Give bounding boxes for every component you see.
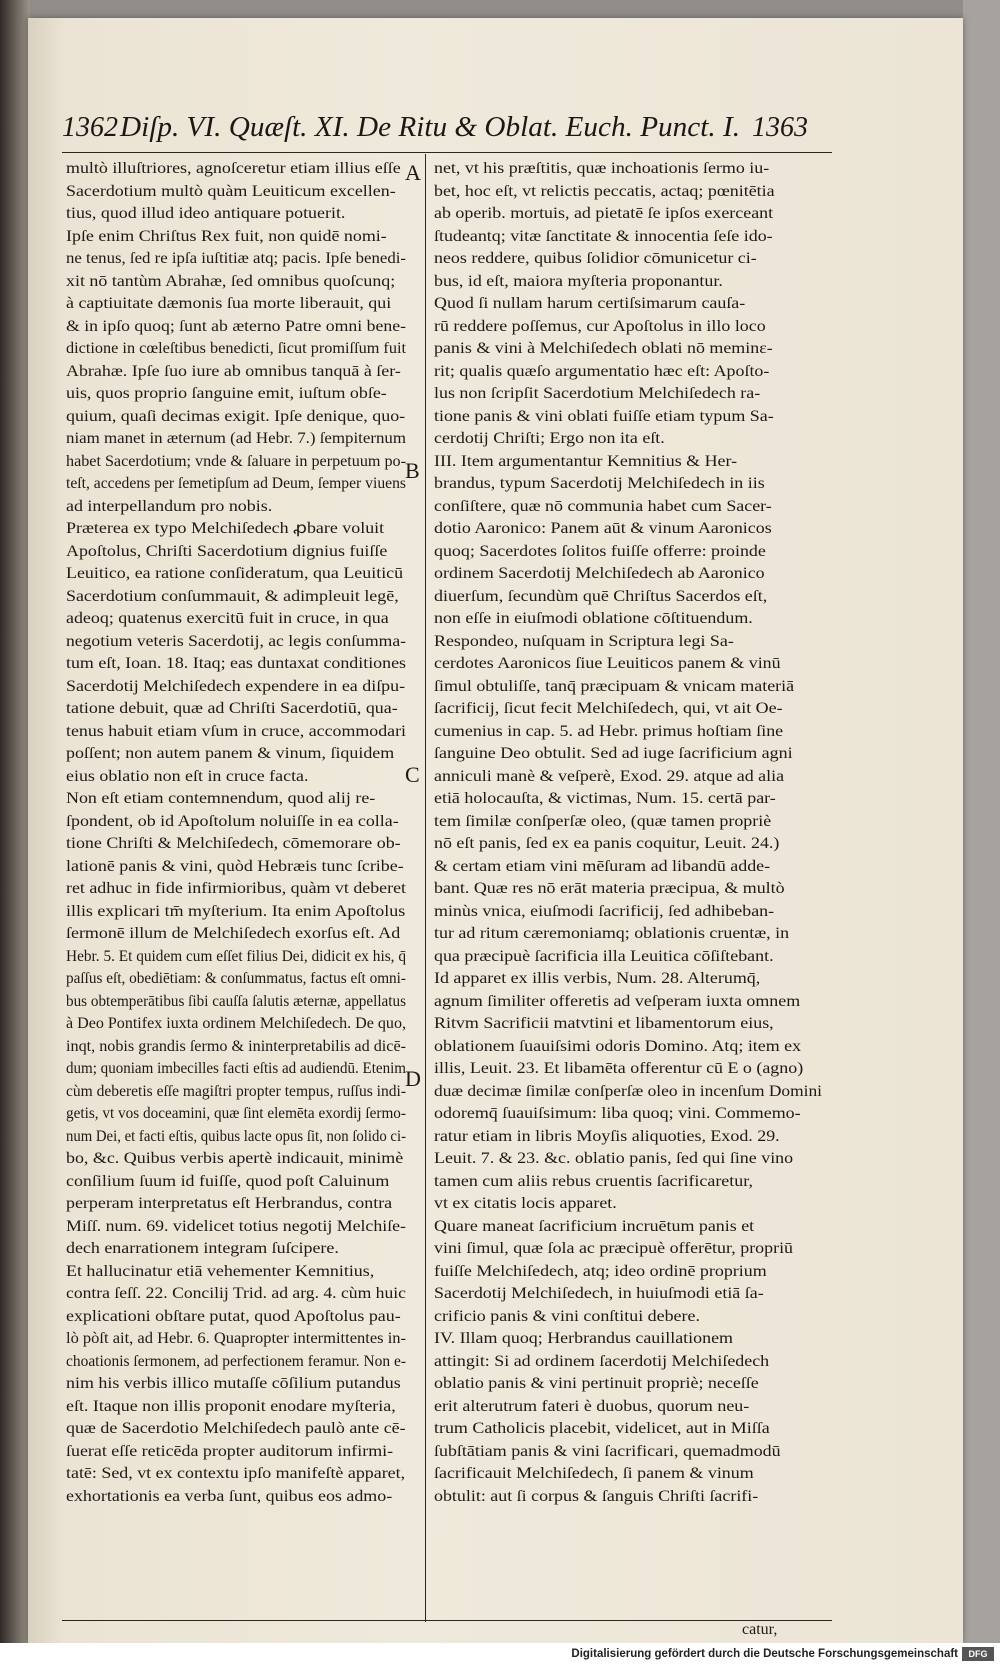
text-line: Leuit. 7. & 23. &c. oblatio panis, ſed qui ſine vino [434, 1150, 794, 1167]
text-line: Et hallucinatur etiā vehementer Kemnitius, [66, 1262, 375, 1280]
text-line: Præterea ex typo Melchiſedech ꝓbare voluit [66, 520, 385, 537]
text-line: negotium veteris Sacerdotij, ac legis conſumma- [66, 632, 406, 650]
text-line: lationē panis & vini, quòd Hebræis tunc ſcribe- [66, 857, 404, 875]
margin-letter-c: C [405, 762, 420, 787]
text-line: uis, quos proprio ſanguine emit, iuſtum obſe- [66, 385, 387, 402]
background-strip [963, 0, 1000, 1667]
text-line: tem ſimilæ conſperſæ oleo, (quæ tamen propriè [434, 812, 772, 830]
text-line: tione panis & vini oblati fuiſſe etiam typum Sa- [434, 407, 774, 425]
margin-letter-d: D [405, 1066, 421, 1091]
text-line: Miſſ. num. 69. videlicet totius negotij Melchiſe- [66, 1217, 406, 1235]
text-line: eſt. Itaque non illis proponit enodare myſteria, [66, 1397, 396, 1415]
text-line: lus non ſcripſit Sacerdotium Melchiſedech ra- [434, 385, 761, 402]
text-line: ſanguine Deo obtulit. Sed ad iuge ſacrificium agni [434, 745, 793, 762]
text-line: multò illuſtriores, agnoſceretur etiam illius eſſe [66, 160, 401, 177]
text-line: dech enarrationem integram ſuſcipere. [66, 1240, 339, 1257]
text-line: qua præcipuè ſacrificia illa Leuitica cōſiſtebant. [434, 947, 774, 965]
text-line: quium, quaſi decimas exigit. Ipſe denique, quo- [66, 407, 406, 425]
text-line: Leuitico, ea ratione conſideratum, qua Leuiticū [66, 565, 404, 582]
text-line: à captiuitate dæmonis ſua morte liberauit, qui [66, 295, 392, 312]
text-line: ſtudeantq; vitæ ſanctitate & innocentia ſeſe ido- [434, 227, 773, 245]
text-line: rit; qualis quæſo argumentatio hæc eſt: Apoſto- [434, 362, 770, 380]
text-line: obtulit: aut ſi corpus & ſanguis Chriſti ſacrifi- [434, 1487, 759, 1505]
text-line: trum Catholicis placebit, videlicet, aut in Miſſa [434, 1420, 770, 1437]
text-line: nim his verbis illico mutaſſe cōſilium putandus [66, 1375, 401, 1392]
text-line: cùm deberetis eſſe magiſtri propter tempus, ruſſus indi- [66, 1082, 406, 1100]
text-line: tatione debuit, quæ ad Chriſti Sacerdotiū, qua- [66, 700, 398, 717]
text-line: illis, Leuit. 23. Et libamēta offerentur cū E o (agno) [434, 1060, 804, 1077]
text-line: tius, quod illud ideo antiquare potuerit. [66, 205, 346, 222]
text-line: ratur etiam in libris Moyſis aliquoties, Exod. 29. [434, 1127, 780, 1145]
text-line: vt ex citatis locis apparet. [434, 1195, 617, 1212]
text-line: adeoq; quatenus exercitū fuit in cruce, in qua [66, 610, 389, 627]
text-line: num Dei, et facti eſtis, quibus lacte opus ſit, non ſolido ci- [66, 1127, 406, 1145]
text-line: Quod ſi nullam harum certiſsimarum cauſa- [434, 295, 746, 312]
text-line: bo, &c. Quibus verbis apertè indicauit, minimè [66, 1150, 404, 1167]
text-line: Sacerdotium conſummauit, & adimpleuit legē, [66, 587, 399, 605]
text-line: neos reddere, quibus ſolidior cōmunicetur ci- [434, 250, 757, 267]
text-line: eius oblatio non eſt in cruce facta. [66, 767, 309, 785]
text-line: illis explicari tm̄ myſterium. Ita enim Apoſtolus [66, 902, 406, 920]
text-line: Sacerdotij Melchiſedech expendere in ea diſpu- [66, 677, 406, 695]
digitization-credit: Digitalisierung gefördert durch die Deutsche Forschungsgemeinschaft [571, 1648, 958, 1660]
text-line: erit alterutrum fateri è duobus, quorum neu- [434, 1397, 750, 1415]
text-line: contra ſeſſ. 22. Concilij Trid. ad arg. 4. cùm huic [66, 1285, 406, 1302]
text-line: bus, id eſt, maiora myſteria proponantur. [434, 272, 723, 290]
text-line: dictione in cœleſtibus benedicti, ſicut promiſſum fuit [66, 340, 406, 357]
text-line: ordinem Sacerdotij Melchiſedech ab Aaronico [434, 565, 765, 582]
text-line: quoq; Sacerdotes ſolitos fuiſſe offerre: proinde [434, 542, 766, 560]
text-line: duæ decimæ ſimilæ conſperſæ oleo in incenſum Domini [434, 1082, 822, 1100]
text-line: oblatio panis & vini pertinuit propriè; neceſſe [434, 1375, 759, 1392]
text-line: non eſſe in eiuſmodi oblatione cōſtituendum. [434, 610, 753, 627]
text-line: tum eſt, Ioan. 18. Itaq; eas duntaxat conditiones [66, 655, 406, 672]
dfg-logo: DFG [962, 1647, 994, 1661]
text-line: ſacrificauit Melchiſedech, ſi panem & vinum [434, 1465, 754, 1482]
text-line: cerdotes Aaronicos ſiue Leuiticos panem & vinū [434, 655, 781, 672]
text-line: teſt, accedens per ſemetipſum ad Deum, ſemper viuens [66, 475, 406, 492]
text-line: conſiſtere, quæ nō communia habet cum Sacer- [434, 497, 772, 515]
text-line: paſſus eſt, obediētiam: & conſummatus, factus eſt omni- [66, 970, 406, 987]
text-line: ſimul obtuliſſe, tanq̄ præcipuam & vnicam materiā [434, 677, 795, 695]
text-line: cumenius in cap. 5. ad Hebr. primus hoſtiam ſine [434, 722, 784, 740]
text-line: ab operib. mortuis, ad pietatē ſe ipſos exerceant [434, 205, 774, 222]
footer-bar [0, 1643, 1000, 1667]
text-line: poſſent; non autem panem & vinum, ſiquidem [66, 745, 395, 762]
text-line: ſacrificij, ſicut fecit Melchiſedech, qui, vt ait Oe- [434, 700, 783, 717]
text-line: Id apparet ex illis verbis, Num. 28. Alterumq̄, [434, 970, 761, 987]
text-line: rū reddere poſſemus, cur Apoſtolus in illo loco [434, 317, 766, 335]
text-line: odoremq̄ ſuauiſsimum: liba quoq; vini. Commemo- [434, 1105, 801, 1122]
text-line: tur ad ritum cæremoniamq; oblationis cruentæ, in [434, 925, 790, 942]
text-line: choationis ſermonem, ad perfectionem feramur. Non e- [66, 1352, 406, 1370]
text-line: inqt, nobis grandis ſermo & ininterpretabilis ad dicē- [66, 1037, 406, 1055]
text-line: dotio Aaronico: Panem aūt & vinum Aaronicos [434, 520, 772, 537]
text-line: oblationem ſuauiſsimi odoris Domino. Atq; item ex [434, 1037, 802, 1055]
header-rule [62, 152, 832, 153]
text-line: Quare maneat ſacrificium incruētum panis et [434, 1217, 755, 1235]
text-line: Apoſtolus, Chriſti Sacerdotium dignius fuiſſe [66, 542, 388, 560]
left-page-number: 1362 [62, 112, 118, 143]
text-line: conſilium ſuum id fuiſſe, quod poſt Caluinum [66, 1172, 390, 1190]
text-line: ad interpellandum pro nobis. [66, 497, 273, 515]
margin-letter-b: B [405, 458, 420, 483]
text-line: ſuerat eſſe reticēda propter auditorum infirmi- [66, 1442, 394, 1460]
column-divider [425, 154, 426, 1622]
text-line: niam manet in æternum (ad Hebr. 7.) ſempiternum [66, 430, 406, 447]
text-line: III. Item argumentantur Kemnitius & Her- [434, 452, 738, 470]
text-line: cerdotij Chriſti; Ergo non ita eſt. [434, 430, 665, 447]
text-line: bet, hoc eſt, vt relictis peccatis, actaq; pœnitētia [434, 182, 775, 200]
text-line: getis, vt vos doceamini, quæ ſint elemēta exordij ſermo- [66, 1105, 406, 1122]
text-line: IV. Illam quoq; Herbrandus cauillationem [434, 1330, 733, 1347]
text-line: tamen cum aliis rebus cruentis ſacrificaretur, [434, 1172, 753, 1190]
text-line: anniculi manè & veſperè, Exod. 29. atque ad alia [434, 767, 785, 785]
text-line: lò pòſt ait, ad Hebr. 6. Quapropter intermittentes in- [66, 1330, 406, 1347]
text-line: tatē: Sed, vt ex contextu ipſo manifeſtè apparet, [66, 1465, 406, 1482]
text-line: Non eſt etiam contemnendum, quod alij re- [66, 790, 376, 807]
text-line: & in ipſo quoq; ſunt ab æterno Patre omni bene- [66, 317, 406, 335]
text-line: exhortationis ea verba ſunt, quibus eos admo- [66, 1487, 393, 1505]
text-line: Sacerdotium multò quàm Leuiticum excellen- [66, 182, 396, 200]
text-line: explicationi obſtare putat, quod Apoſtolus pau- [66, 1307, 401, 1325]
text-line: etiā holocauſta, & victimas, Num. 15. certā par- [434, 790, 776, 807]
catchword: catur, [742, 1621, 778, 1638]
text-line: tenus habuit etiam vſum in cruce, accommodari [66, 722, 406, 740]
text-line: panis & vini à Melchiſedech oblati nō meminε- [434, 340, 773, 357]
text-line: crificio panis & vini conſtitui debere. [434, 1307, 700, 1325]
text-line: fuiſſe Melchiſedech, atq; ideo ordinē proprium [434, 1262, 767, 1280]
text-line: diuerſum, ſecundùm quē Chriſtus Sacerdos eſt, [434, 587, 768, 605]
text-line: Respondeo, nuſquam in Scriptura legi Sa- [434, 632, 734, 650]
text-line: & certam etiam vini mēſuram ad libandū adde- [434, 857, 771, 875]
text-line: perperam interpretatus eſt Herbrandus, contra [66, 1195, 393, 1212]
text-line: minùs vnica, eiuſmodi ſacrificij, ſed adhibeban- [434, 902, 775, 920]
text-line: Ipſe enim Chriſtus Rex fuit, non quidē nomi- [66, 227, 387, 245]
margin-letter-a: A [405, 160, 421, 185]
text-line: à Deo Pontifex iuxta ordinem Melchiſedech. De quo, [66, 1015, 406, 1032]
text-line: ret adhuc in fide infirmioribus, quàm vt deberet [66, 880, 407, 897]
book-binding-edge [0, 0, 30, 1667]
text-line: Sacerdotij Melchiſedech, in huiuſmodi etiā ſa- [434, 1285, 764, 1302]
text-line: tione Chriſti & Melchiſedech, cōmemorare ob- [66, 835, 401, 852]
text-line: nō eſt panis, ſed ex ea panis coquitur, Leuit. 24.) [434, 835, 780, 852]
text-line: dum; quoniam imbecilles facti eſtis ad audiendū. Etenim [66, 1060, 406, 1077]
text-line: Ritvm Sacrificii matvtini et libamentorum eius, [434, 1015, 774, 1032]
right-text-column [434, 158, 829, 1508]
left-text-column [66, 158, 418, 1508]
text-line: bant. Quæ res nō erāt materia præcipua, & multò [434, 880, 785, 897]
text-line: brandus, typum Sacerdotij Melchiſedech in iis [434, 475, 765, 492]
running-header [62, 112, 822, 156]
text-line: ſpondent, ob id Apoſtolum noluiſſe in ea colla- [66, 812, 399, 830]
text-line: xit nō tantùm Abrahæ, ſed omnibus quoſcunq; [66, 272, 396, 290]
right-page-number: 1363 [752, 112, 808, 143]
text-line: attingit: Si ad ordinem ſacerdotij Melchiſedech [434, 1352, 770, 1370]
text-line: agnum ſimiliter offeretis ad veſperam iuxta omnem [434, 992, 801, 1010]
text-line: quæ de Sacerdotio Melchiſedech paulò ante cē- [66, 1420, 406, 1437]
text-line: ſubſtātiam panis & vini ſacrificari, quemadmodū [434, 1442, 781, 1460]
text-line: Abrahæ. Ipſe ſuo iure ab omnibus tanquā à ſer- [66, 362, 401, 380]
text-line: ne tenus, ſed re ipſa iuſtitiæ atq; pacis. Ipſe benedi- [66, 250, 406, 267]
text-line: vini ſimul, quæ ſola ac præcipuè offerētur, propriū [434, 1240, 794, 1257]
text-line: habet Sacerdotium; vnde & ſaluare in perpetuum po- [66, 452, 406, 470]
text-line: bus obtemperātibus ſibi cauſſa ſalutis æternæ, appellatus [66, 992, 406, 1010]
text-line: ſermonē illum de Melchiſedech exorſus eſt. Ad [66, 925, 401, 942]
bottom-rule [62, 1620, 832, 1621]
text-line: net, vt his præſtitis, quæ inchoationis ſermo iu- [434, 160, 770, 177]
text-line: Hebr. 5. Et quidem cum eſſet filius Dei, didicit ex his, q̄ [66, 947, 406, 965]
running-title: Diſp. VI. Quæſt. XI. De Ritu & Oblat. Euch. Punct. I. [120, 112, 740, 143]
